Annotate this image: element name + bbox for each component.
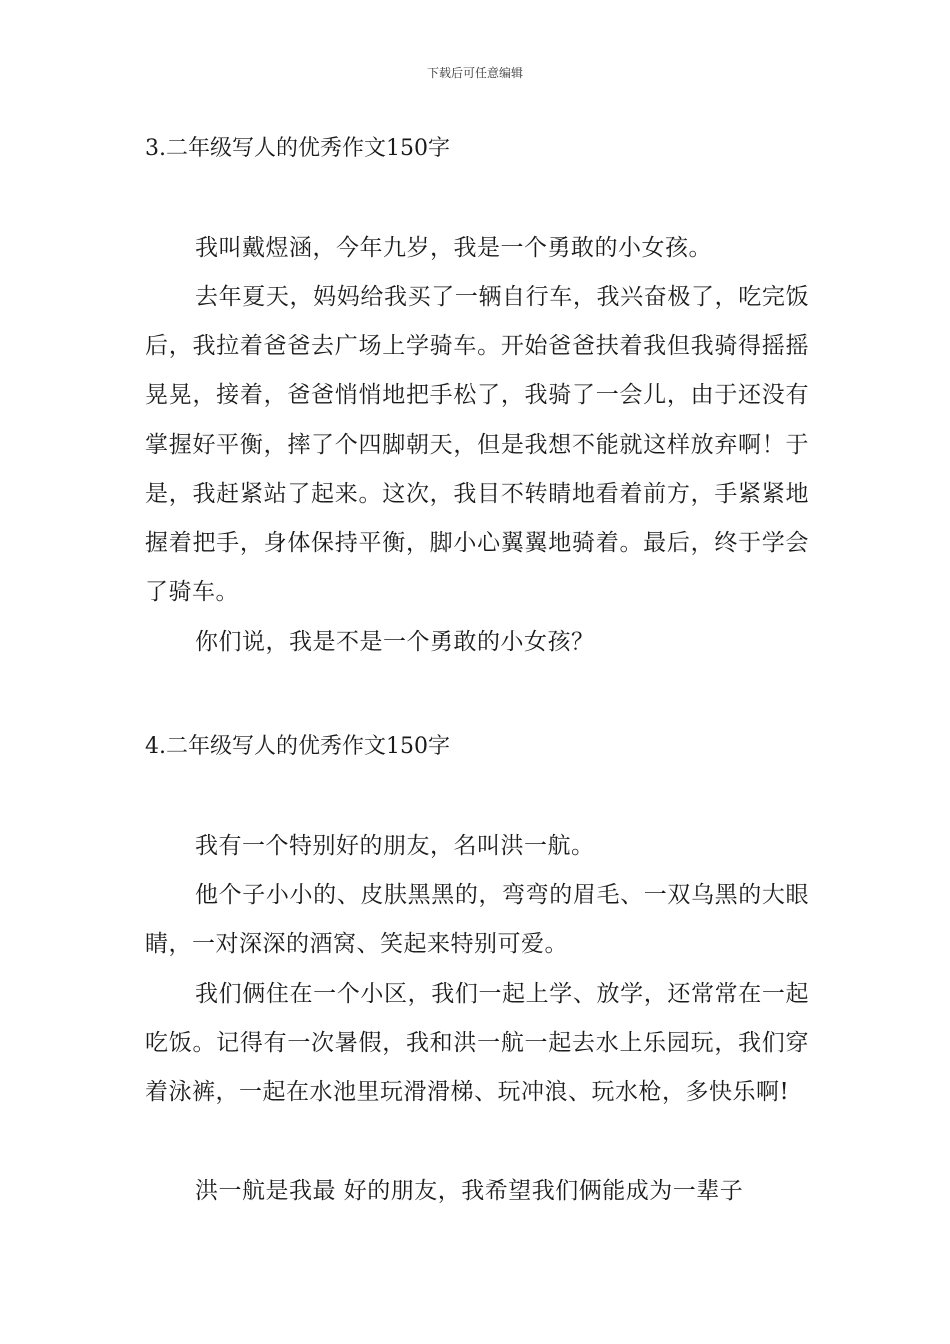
- essay-3-paragraph-1: 我叫戴煜涵，今年九岁，我是一个勇敢的小女孩。: [195, 235, 712, 261]
- essay-4-paragraph-4: 洪一航是我最 好的朋友，我希望我们俩能成为一辈子: [195, 1178, 744, 1204]
- essay-3-paragraph-2: 去年夏天，妈妈给我买了一辆自行车，我兴奋极了，吃完饭后，我拉着爸爸去广场上学骑车。开始爸爸扶着我但我骑得摇摇晃晃，接着，爸爸悄悄地把手松了，我骑了一会儿，由于还没有掌握好平衡，摔了个四脚朝天，但是我想不能就这样放弃啊！于是，我赶紧站了起来。这次，我目不转睛地看着前方，手紧紧地握着把手，身体保持平衡，脚小心翼翼地骑着。最后，终于学会了骑车。: [145, 284, 809, 606]
- essay-4-paragraph-3: 我们俩住在一个小区，我们一起上学、放学，还常常在一起吃饭。记得有一次暑假，我和洪一航一起去水上乐园玩，我们穿着泳裤，一起在水池里玩滑滑梯、玩冲浪、玩水枪，多快乐啊!: [145, 981, 809, 1106]
- essay-4-paragraph-1: 我有一个特别好的朋友，名叫洪一航。: [195, 833, 595, 859]
- page-header: 下载后可任意编辑: [426, 66, 523, 80]
- essay-3-paragraph-3: 你们说，我是不是一个勇敢的小女孩？: [195, 629, 595, 655]
- essay-title-4: 4.二年级写人的优秀作文150字: [145, 734, 450, 759]
- essay-4-paragraph-2: 他个子小小的、皮肤黑黑的，弯弯的眉毛、一双乌黑的大眼睛，一对深深的酒窝、笑起来特别可爱。: [145, 882, 809, 958]
- essay-title-3: 3.二年级写人的优秀作文150字: [145, 136, 450, 161]
